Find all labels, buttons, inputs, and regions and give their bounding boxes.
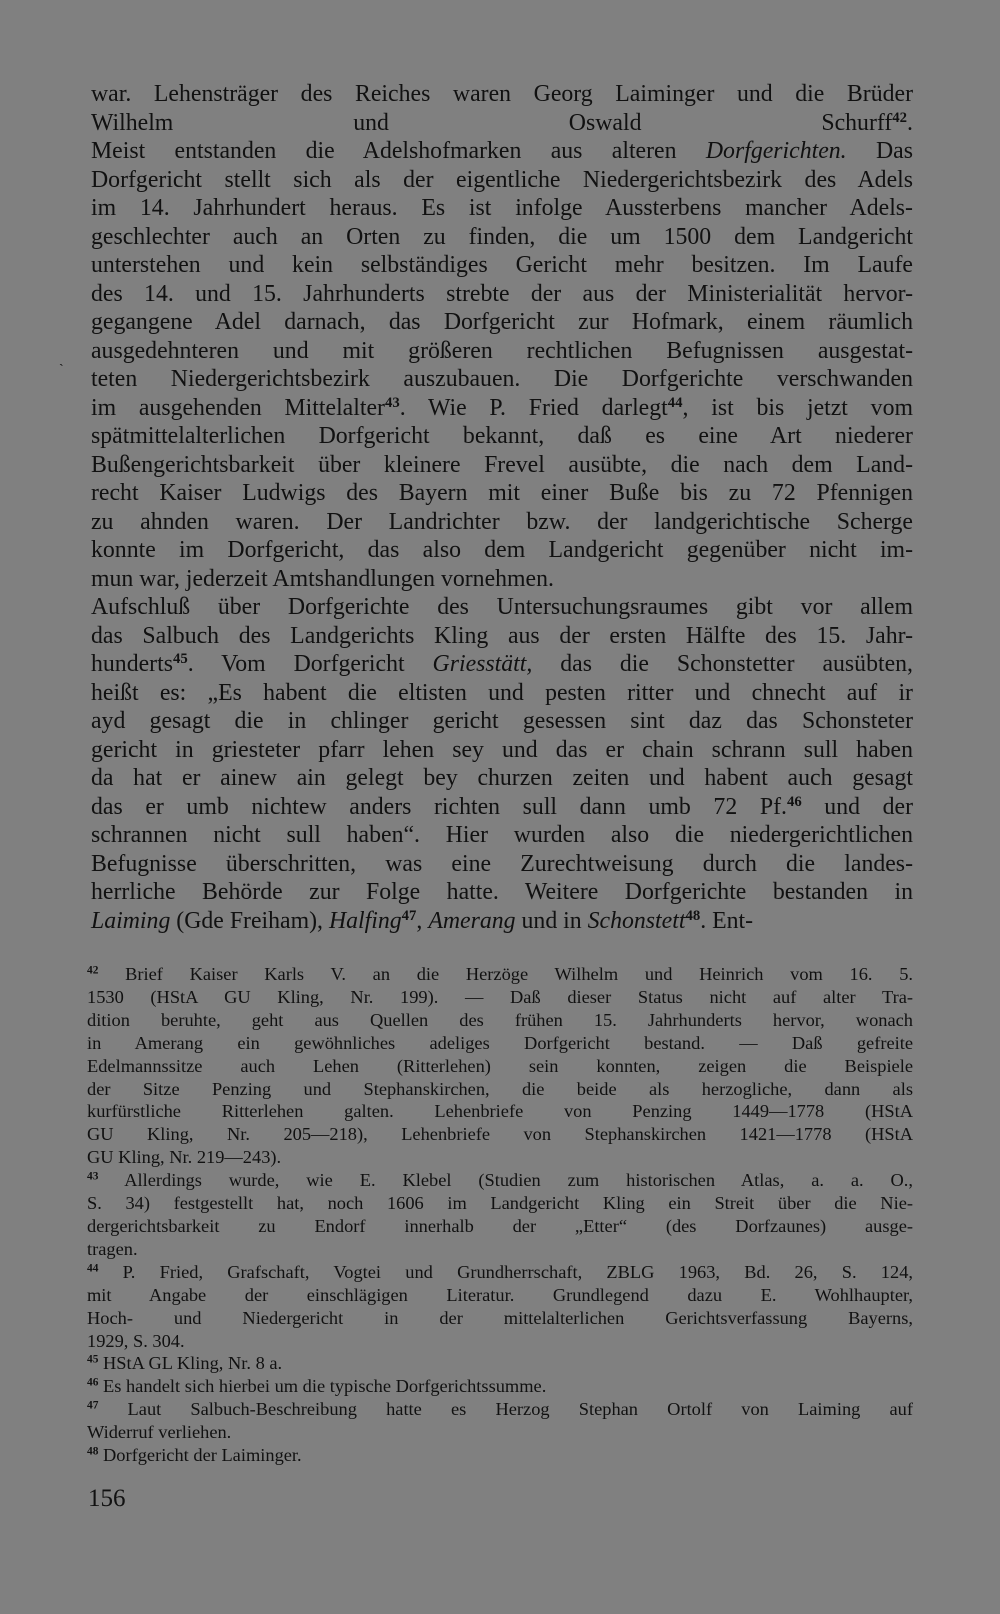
footnote-marker: 42 xyxy=(892,109,908,126)
footnote-line xyxy=(87,1009,913,1032)
text-run: teten Niedergerichtsbezirk auszubauen. Die Dorfgerichte verschwanden xyxy=(91,366,913,392)
footnote-line xyxy=(87,1146,913,1169)
footnote-line xyxy=(87,1375,913,1398)
footnote-line xyxy=(87,1261,913,1284)
text-run: 1530 (HStA GU Kling, Nr. 199). — Daß dieser Status nicht auf alter Tra- xyxy=(87,986,913,1007)
text-run: GU Kling, Nr. 205—218), Lehenbriefe von Stephanskirchen 1421—1778 (HStA xyxy=(87,1124,913,1145)
footnote-marker: 42 xyxy=(87,964,99,977)
text-run: der Sitze Penzing und Stephanskirchen, die beide als herzogliche, dann als xyxy=(87,1078,913,1099)
body-line xyxy=(91,821,913,850)
text-run: das er umb nichtew anders richten sull dann umb 72 Pf. xyxy=(91,793,787,820)
text-run: des 14. und 15. Jahrhunderts strebte der aus der Ministerialität hervor- xyxy=(91,280,913,307)
footnote-marker: 43 xyxy=(87,1170,99,1183)
body-line xyxy=(91,479,913,508)
text-run: herrliche Behörde zur Folge hatte. Weitere Dorfgerichte bestanden in xyxy=(91,879,913,905)
text-run: (Gde Freiham), xyxy=(170,907,329,934)
body-line xyxy=(91,593,913,622)
text-run: schrannen nicht sull haben“. Hier wurden also die niedergerichtlichen xyxy=(91,822,913,848)
text-run: Wilhelm und Oswald Schurff xyxy=(91,109,893,136)
text-run: konnte im Dorfgericht, das also dem Landgericht gegenüber nicht im- xyxy=(91,537,913,563)
text-run: mit Angabe der einschlägigen Literatur. Grundlegend dazu E. Wohlhaupter, xyxy=(87,1284,913,1305)
footnotes xyxy=(87,963,913,1467)
text-run: recht Kaiser Ludwigs des Bayern mit einer Buße bis zu 72 Pfennigen xyxy=(91,480,913,506)
text-run: Widerruf verliehen. xyxy=(87,1422,232,1443)
text-run: ausgedehnteren und mit größeren rechtlichen Befugnissen ausgestat- xyxy=(91,337,913,364)
italic-term: Griesstätt, xyxy=(432,651,533,677)
text-run: Allerdings wurde, wie E. Klebel (Studien zum historischen Atlas, a. a. O., xyxy=(98,1170,913,1191)
text-run: 1929, S. 304. xyxy=(87,1330,185,1351)
footnote-line xyxy=(87,1284,913,1307)
footnote-line xyxy=(87,1169,913,1192)
italic-term: Amerang xyxy=(428,907,516,934)
body-line xyxy=(91,679,913,708)
text-run: Dorfgericht der Laiminger. xyxy=(98,1445,302,1466)
footnote-marker: 47 xyxy=(401,907,417,924)
footnote-line xyxy=(87,1123,913,1146)
text-run: in Amerang ein gewöhnliches adeliges Dorfgericht bestand. — Daß gefreite xyxy=(87,1032,913,1053)
text-run: Bußengerichtsbarkeit über kleinere Frevel ausübte, die nach dem Land- xyxy=(91,451,913,478)
body-line xyxy=(91,850,913,879)
footnote-line xyxy=(87,1032,913,1055)
footnote-line xyxy=(87,963,913,986)
text-run: Meist entstanden die Adelshofmarken aus alteren xyxy=(91,138,706,164)
body-line xyxy=(91,565,913,594)
footnote-line xyxy=(87,1352,913,1375)
text-run: gericht in griesteter pfarr lehen sey und das er chain schrann sull haben xyxy=(91,736,913,763)
text-run: Laut Salbuch-Beschreibung hatte es Herzog Stephan Ortolf von Laiming auf xyxy=(98,1399,913,1420)
text-run: . Ent- xyxy=(700,907,754,934)
text-run: . xyxy=(907,109,913,136)
footnote-marker: 45 xyxy=(87,1354,99,1367)
body-line xyxy=(91,536,913,565)
text-run: mun war, jederzeit Amtshandlungen vornehmen. xyxy=(91,565,554,592)
footnote-marker: 47 xyxy=(87,1399,99,1412)
footnote-marker: 46 xyxy=(87,1377,99,1390)
text-run: das die Schonstetter ausübten, xyxy=(532,651,913,677)
margin-mark: ˎ xyxy=(59,352,64,367)
footnote-line xyxy=(87,1398,913,1421)
text-run: Es handelt sich hierbei um die typische Dorfgerichtssumme. xyxy=(98,1376,547,1397)
footnote-line xyxy=(87,1421,913,1444)
text-run: geschlechter auch an Orten zu finden, die um 1500 dem Landgericht xyxy=(91,223,913,250)
footnote-marker: 48 xyxy=(685,907,701,924)
footnote-marker: 48 xyxy=(87,1445,99,1458)
text-run: , xyxy=(416,907,429,934)
body-line xyxy=(91,109,913,138)
footnote-marker: 44 xyxy=(87,1262,99,1275)
text-run: P. Fried, Grafschaft, Vogtei und Grundherrschaft, ZBLG 1963, Bd. 26, S. 124, xyxy=(98,1261,913,1282)
italic-term: Halfing xyxy=(328,907,402,934)
text-run: tragen. xyxy=(87,1238,138,1259)
footnote-line xyxy=(87,986,913,1009)
text-run: gegangene Adel darnach, das Dorfgericht zur Hofmark, einem räumlich xyxy=(91,309,913,335)
text-run: kurfürstliche Ritterlehen galten. Lehenbriefe von Penzing 1449—1778 (HStA xyxy=(87,1101,913,1122)
main-text xyxy=(91,80,913,935)
footnote-marker: 46 xyxy=(786,793,802,810)
footnote-line xyxy=(87,1078,913,1101)
italic-term: Laiming xyxy=(91,907,171,934)
text-run: war. Lehensträger des Reiches waren Georg Laiminger und die Brüder xyxy=(91,81,913,107)
footnote-marker: 44 xyxy=(667,394,683,411)
text-run: unterstehen und kein selbständiges Gericht mehr besitzen. Im Laufe xyxy=(91,252,913,278)
text-run: Dorfgericht stellt sich als der eigentliche Niedergerichtsbezirk des Adels xyxy=(91,166,913,193)
text-run: und der xyxy=(801,793,913,820)
italic-term: Schonstett xyxy=(587,907,686,934)
footnote-line xyxy=(87,1192,913,1215)
body-line xyxy=(91,622,913,651)
footnote-line xyxy=(87,1055,913,1078)
text-run: dition beruhte, geht aus Quellen des frühen 15. Jahrhunderts hervor, wonach xyxy=(87,1009,913,1030)
text-run: hunderts xyxy=(91,651,173,677)
body-line xyxy=(91,308,913,337)
text-run: dergerichtsbarkeit zu Endorf innerhalb der „Etter“ (des Dorfzaunes) ausge- xyxy=(87,1215,913,1236)
footnote-line xyxy=(87,1330,913,1353)
text-run: . Wie P. Fried darlegt xyxy=(399,394,668,421)
body-line xyxy=(91,280,913,309)
text-run: Aufschluß über Dorfgerichte des Untersuchungsraumes gibt vor allem xyxy=(91,594,913,620)
text-run: zu ahnden waren. Der Landrichter bzw. der landgerichtische Scherge xyxy=(91,508,913,535)
footnote-line xyxy=(87,1444,913,1467)
text-run: das Salbuch des Landgerichts Kling aus der ersten Hälfte des 15. Jahr- xyxy=(91,622,913,649)
body-line xyxy=(91,80,913,109)
text-run: spätmittelalterlichen Dorfgericht bekannt, daß es eine Art niederer xyxy=(91,423,913,449)
body-line xyxy=(91,422,913,451)
body-line xyxy=(91,736,913,765)
body-line xyxy=(91,878,913,907)
body-line xyxy=(91,907,913,936)
text-run: . Vom Dorfgericht xyxy=(187,651,433,677)
footnote-line xyxy=(87,1238,913,1261)
text-run: S. 34) festgestellt hat, noch 1606 im Landgericht Kling ein Streit über die Nie- xyxy=(87,1193,913,1214)
footnote-marker: 43 xyxy=(384,394,400,411)
body-line xyxy=(91,337,913,366)
body-line xyxy=(91,223,913,252)
text-run: heißt es: „Es habent die eltisten und pesten ritter und chnecht auf ir xyxy=(91,679,913,706)
body-line xyxy=(91,137,913,166)
body-line xyxy=(91,365,913,394)
body-line xyxy=(91,707,913,736)
body-line xyxy=(91,508,913,537)
text-run: im ausgehenden Mittelalter xyxy=(91,394,385,421)
body-line xyxy=(91,394,913,423)
footnote-line xyxy=(87,1307,913,1330)
body-line xyxy=(91,764,913,793)
text-run: HStA GL Kling, Nr. 8 a. xyxy=(98,1353,283,1374)
footnote-line xyxy=(87,1215,913,1238)
footnote-line xyxy=(87,1100,913,1123)
text-run: Edelmannssitze auch Lehen (Ritterlehen) sein konnten, zeigen die Beispiele xyxy=(87,1055,913,1076)
text-run: Befugnisse überschritten, was eine Zurechtweisung durch die landes- xyxy=(91,850,913,877)
body-line xyxy=(91,451,913,480)
body-line xyxy=(91,793,913,822)
text-run: ayd gesagt die in chlinger gericht gesessen sint daz das Schonsteter xyxy=(91,708,913,734)
text-run: Hoch- und Niedergericht in der mittelalterlichen Gerichtsverfassung Bayerns, xyxy=(87,1307,913,1328)
text-run: , ist bis jetzt vom xyxy=(682,394,913,421)
text-run: GU Kling, Nr. 219—243). xyxy=(87,1147,282,1168)
footnote-marker: 45 xyxy=(172,650,188,667)
italic-term: Dorfgerichten. xyxy=(705,138,847,164)
body-line xyxy=(91,650,913,679)
text-run: Brief Kaiser Karls V. an die Herzöge Wilhelm und Heinrich vom 16. 5. xyxy=(98,964,913,984)
body-line xyxy=(91,166,913,195)
body-line xyxy=(91,251,913,280)
text-run: im 14. Jahrhundert heraus. Es ist infolge Aussterbens mancher Adels- xyxy=(91,195,913,221)
page-number: 156 xyxy=(88,1485,126,1512)
text-run: da hat er ainew ain gelegt bey churzen zeiten und habent auch gesagt xyxy=(91,765,913,791)
text-run: und in xyxy=(515,907,588,934)
body-line xyxy=(91,194,913,223)
text-run: Das xyxy=(846,138,913,164)
